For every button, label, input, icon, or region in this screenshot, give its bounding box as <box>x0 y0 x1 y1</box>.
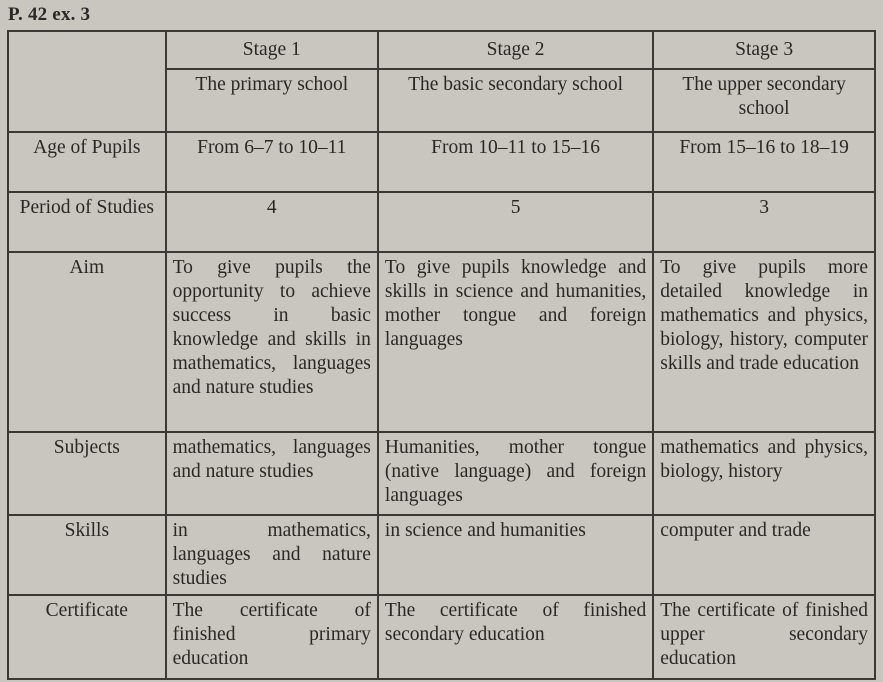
skills-cell: computer and trade <box>653 515 875 595</box>
row-label-period: Period of Studies <box>8 192 166 252</box>
table-row <box>8 192 875 252</box>
table-row <box>8 595 875 679</box>
age-cell: From 10–11 to 15–16 <box>378 132 653 192</box>
school-stages-table <box>7 30 876 680</box>
empty-corner-cell <box>8 31 166 132</box>
row-label-skills: Skills <box>8 515 166 595</box>
table-row <box>8 515 875 595</box>
stage-header-row <box>8 31 875 69</box>
age-cell: From 6–7 to 10–11 <box>166 132 378 192</box>
certificate-cell: The certificate of finished secondary education <box>378 595 653 679</box>
row-label-certificate: Certificate <box>8 595 166 679</box>
certificate-cell: The certificate of finished primary education <box>166 595 378 679</box>
subjects-cell: mathematics, languages and nature studies <box>166 432 378 515</box>
table-row <box>8 132 875 192</box>
aim-cell: To give pupils knowledge and skills in science and humanities, mother tongue and foreign languages <box>378 252 653 432</box>
school-2-header: The basic secondary school <box>378 69 653 132</box>
certificate-cell: The certificate of finished upper secondary education <box>653 595 875 679</box>
stage-1-header: Stage 1 <box>166 31 378 69</box>
table-row <box>8 432 875 515</box>
skills-cell: in science and humanities <box>378 515 653 595</box>
skills-cell: in mathematics, languages and nature studies <box>166 515 378 595</box>
period-cell: 3 <box>653 192 875 252</box>
row-label-age: Age of Pupils <box>8 132 166 192</box>
exercise-title: P. 42 ex. 3 <box>8 4 91 25</box>
subjects-cell: mathematics and physics, biology, history <box>653 432 875 515</box>
age-cell: From 15–16 to 18–19 <box>653 132 875 192</box>
stage-2-header: Stage 2 <box>378 31 653 69</box>
row-label-subjects: Subjects <box>8 432 166 515</box>
school-3-header: The upper secondary school <box>653 69 875 132</box>
row-label-aim: Aim <box>8 252 166 432</box>
stage-3-header: Stage 3 <box>653 31 875 69</box>
subjects-cell: Humanities, mother tongue (native language) and foreign languages <box>378 432 653 515</box>
aim-cell: To give pupils more detailed knowledge in mathematics and physics, biology, history, computer skills and trade education <box>653 252 875 432</box>
table-row <box>8 252 875 432</box>
period-cell: 4 <box>166 192 378 252</box>
school-1-header: The primary school <box>166 69 378 132</box>
period-cell: 5 <box>378 192 653 252</box>
aim-cell: To give pupils the opportunity to achieve success in basic knowledge and skills in mathematics, languages and nature studies <box>166 252 378 432</box>
